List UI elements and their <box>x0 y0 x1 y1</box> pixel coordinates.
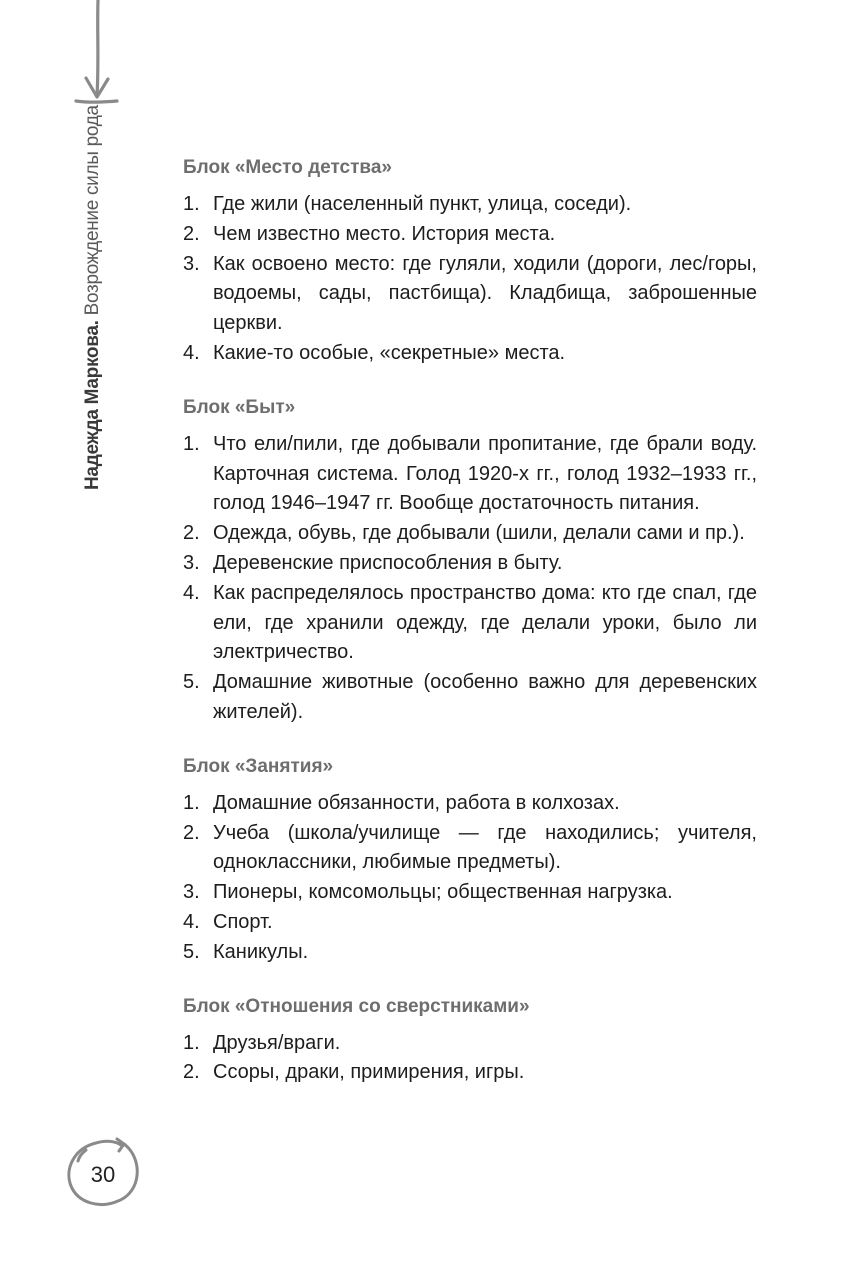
list-item-text: Домашние обязанности, работа в колхозах. <box>213 791 620 814</box>
list-item-text: Друзья/враги. <box>213 1031 341 1054</box>
list-item <box>183 819 757 879</box>
list-item-number: 5. <box>183 940 200 963</box>
list-item <box>183 339 757 369</box>
list-item-number: 1. <box>183 1031 200 1054</box>
list-item <box>183 579 757 668</box>
list-item-number: 1. <box>183 791 200 814</box>
list-item-text: Домашние животные (особенно важно для деревенских жителей). <box>213 671 757 723</box>
list-item-text: Какие-то особые, «секретные» места. <box>213 341 566 364</box>
list-item <box>183 668 757 728</box>
list-item-text: Ссоры, драки, примирения, игры. <box>213 1061 525 1084</box>
list-item-number: 1. <box>183 432 200 455</box>
list-item-number: 3. <box>183 252 200 275</box>
list-item-number: 5. <box>183 671 200 694</box>
list-item-text: Как распределялось пространство дома: кто где спал, где ели, где хранили одежду, где делали уроки, было ли электричество. <box>213 581 757 664</box>
list-item-number: 2. <box>183 1061 200 1084</box>
list-item-text: Учеба (школа/училище — где находились; учителя, одноклассники, любимые предметы). <box>213 821 757 874</box>
list-item <box>183 430 757 519</box>
list-item-number: 2. <box>183 522 200 545</box>
list-item <box>183 878 757 908</box>
section-heading: Блок «Место детства» <box>183 157 392 178</box>
section-peer-relations <box>183 994 757 1089</box>
list-item-number: 2. <box>183 222 200 245</box>
list-item-number: 4. <box>183 581 200 604</box>
section-activities <box>183 754 757 968</box>
list-item-number: 1. <box>183 193 200 215</box>
page-number: 30 <box>90 1162 116 1187</box>
list-item <box>183 1058 757 1088</box>
list-item-text: Что ели/пили, где добывали пропитание, где брали воду. Карточная система. Голод 1920-х гг., голод 1932–1933 гг., голод 1946–1947 гг. Вообще достаточность питания. <box>213 432 757 515</box>
list-item <box>183 220 757 250</box>
page-content <box>183 155 757 1088</box>
running-header <box>80 105 106 490</box>
section-heading: Блок «Занятия» <box>183 755 334 777</box>
author-name: Надежда Маркова. <box>82 320 103 490</box>
list-item <box>183 519 757 549</box>
list-item-text: Как освоено место: где гуляли, ходили (дороги, лес/горы, водоемы, сады, пастбища). Кладбища, заброшенные церкви. <box>213 252 757 335</box>
list-item-text: Каникулы. <box>213 940 309 963</box>
list-item-text: Чем известно место. История места. <box>213 222 556 245</box>
list-item-text: Деревенские приспособления в быту. <box>213 551 563 574</box>
book-title: Возрождение силы рода <box>82 105 103 316</box>
list-item-number: 2. <box>183 821 200 844</box>
list-item-text: Одежда, обувь, где добывали (шили, делали сами и пр.). <box>213 522 745 545</box>
list-item <box>183 250 757 339</box>
list-item <box>183 1029 757 1059</box>
section-heading: Блок «Отношения со сверстниками» <box>183 995 530 1017</box>
list-item <box>183 908 757 938</box>
list-item-number: 3. <box>183 881 200 904</box>
list-item <box>183 190 757 220</box>
section-place-of-childhood <box>183 155 757 369</box>
arrow-down-icon <box>76 0 117 102</box>
list-item <box>183 938 757 968</box>
list-item-number: 4. <box>183 341 200 364</box>
section-daily-life <box>183 395 757 728</box>
list-item <box>183 549 757 579</box>
list-item-text: Пионеры, комсомольцы; общественная нагрузка. <box>213 881 673 904</box>
list-item-text: Где жили (населенный пункт, улица, соседи). <box>213 193 632 215</box>
list-item-number: 3. <box>183 551 200 574</box>
section-heading: Блок «Быт» <box>183 396 296 418</box>
list-item-number: 4. <box>183 910 200 933</box>
list-item-text: Спорт. <box>213 910 273 933</box>
list-item <box>183 789 757 819</box>
